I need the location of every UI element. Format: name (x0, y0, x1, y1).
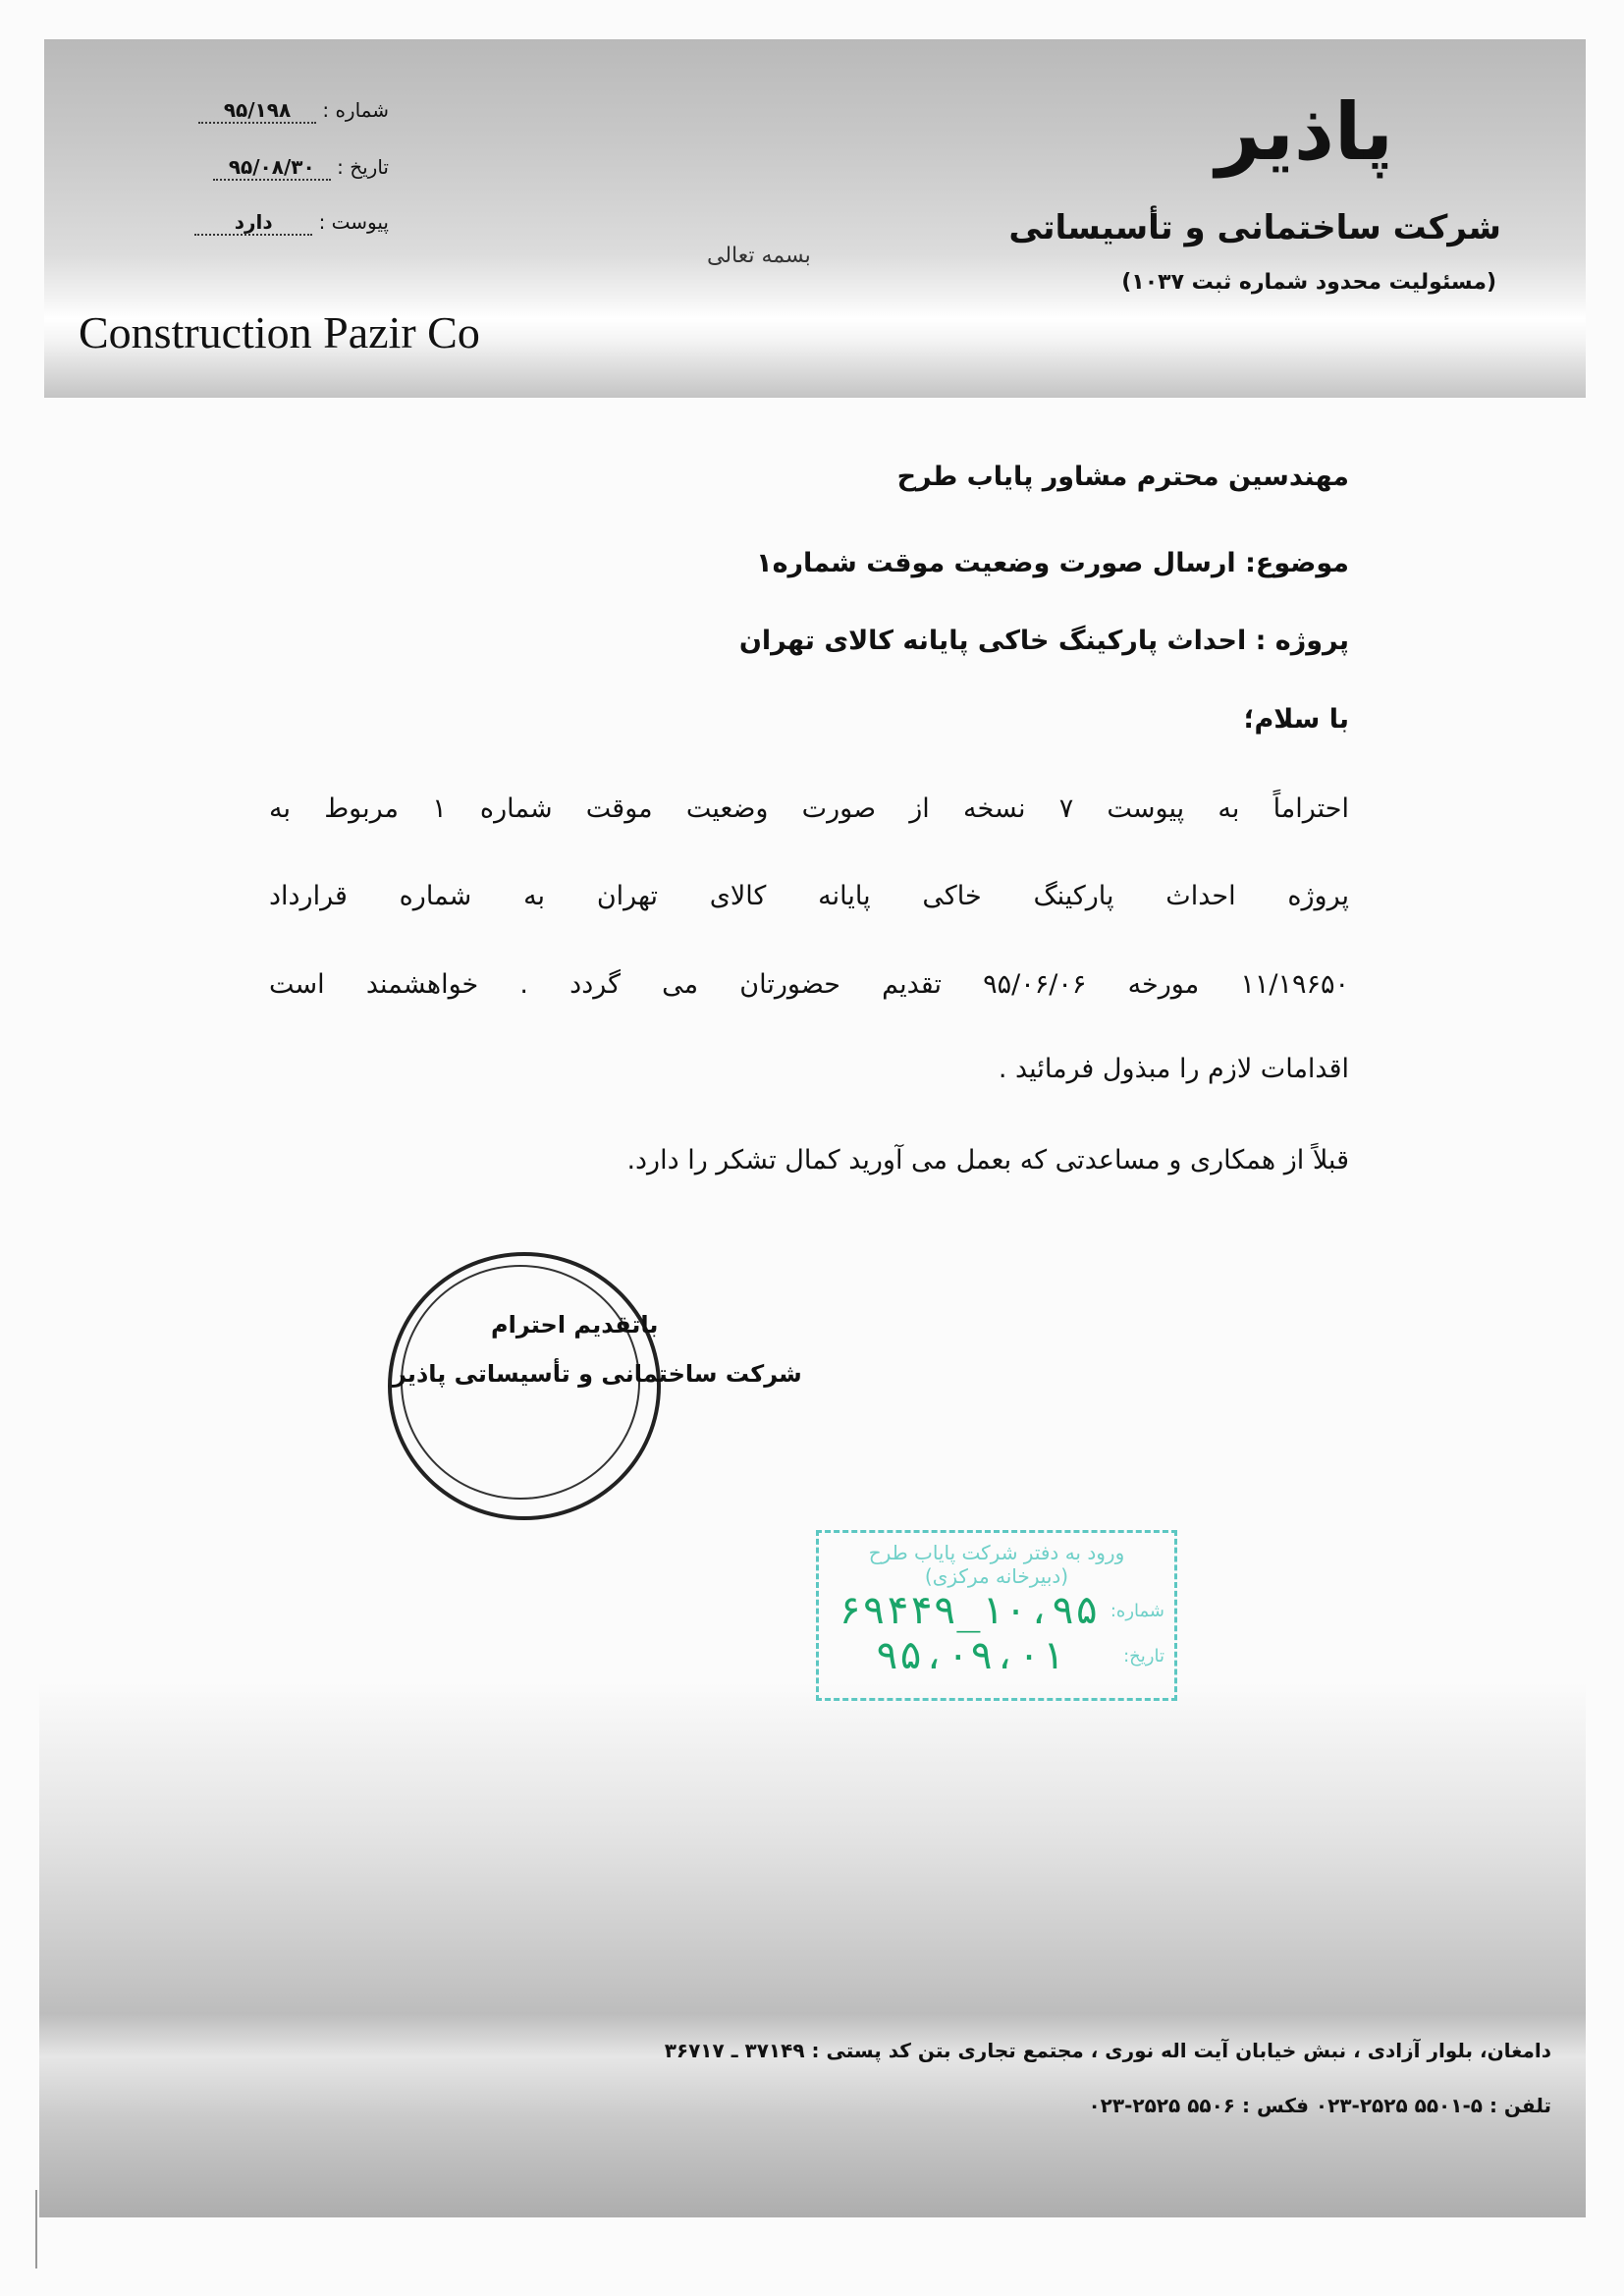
registration-info: (مسئولیت محدود شماره ثبت ۱۰۳۷) (1121, 270, 1496, 295)
stamp-date-value: ۹۵،۰۹،۰۱ (875, 1633, 1065, 1678)
stamp-number-value: ۱۰،۹۵_۶۹۴۴۹ (838, 1588, 1099, 1633)
stamp-number-label: شماره: (1110, 1600, 1164, 1621)
number-label: شماره : (322, 98, 389, 122)
date-value: ۹۵/۰۸/۳۰ (213, 155, 331, 181)
company-name: شرکت ساختمانی و تأسیساتی (1008, 208, 1501, 247)
number-value: ۹۵/۱۹۸ (198, 98, 316, 124)
attachment-value: دارد (194, 210, 312, 236)
footer-band (39, 1682, 1586, 2217)
scan-margin-line (35, 2190, 37, 2269)
attachment-label: پیوست : (318, 210, 389, 234)
recipient: مهندسین محترم مشاور پایاب طرح (896, 462, 1349, 492)
paragraph-line: احتراماً به پیوست ۷ نسخه از صورت وضعیت موقت شماره ۱ مربوط به (269, 793, 1349, 824)
greeting: با سلام؛ (1243, 704, 1349, 735)
stamp-subtitle: (دبیرخانه مرکزی) (924, 1564, 1069, 1588)
footer-address: دامغان، بلوار آزادی ، نبش خیابان آیت اله نوری ، مجتمع تجاری بتن کد پستی : ۳۷۱۴۹ ـ ۳۶۷۱۷ (664, 2039, 1551, 2062)
project: پروژه : احداث پارکینگ خاکی پایانه کالای تهران (738, 626, 1349, 656)
signature-line-1: باتقدیم احترام (491, 1311, 659, 1339)
letter-date (213, 155, 389, 181)
signature-line-2: شرکت ساختمانی و تأسیساتی پاذیر (393, 1360, 802, 1388)
paragraph-line: ۱۱/۱۹۶۵۰ مورخه ۹۵/۰۶/۰۶ تقدیم حضورتان می گردد . خواهشمند است (269, 969, 1350, 1000)
paragraph-line: اقدامات لازم را مبذول فرمائید . (998, 1054, 1349, 1084)
company-logo: پاذیر (1216, 86, 1393, 178)
english-company-name: Construction Pazir Co (79, 307, 480, 357)
bismillah: بسمه تعالی (707, 244, 811, 268)
stamp-title: ورود به دفتر شرکت پایاب طرح (868, 1541, 1125, 1564)
footer-phone: تلفن : ۵-۵۵۰۱ ۲۵۲۵-۰۲۳ فکس : ۵۵۰۶ ۲۵۲۵-۰۲۳ (1088, 2094, 1551, 2117)
thanks: قبلاً از همکاری و مساعدتی که بعمل می آورید کمال تشکر را دارد. (626, 1145, 1349, 1175)
paragraph-line: پروژه احداث پارکینگ خاکی پایانه کالای تهران به شماره قرارداد (269, 881, 1349, 911)
subject: موضوع: ارسال صورت وضعیت موقت شماره۱ (756, 548, 1349, 578)
date-label: تاریخ : (337, 155, 389, 179)
stamp-date-label: تاریخ: (1123, 1645, 1164, 1667)
reception-stamp (816, 1530, 1177, 1701)
letter-attachment (194, 210, 389, 236)
letter-number (198, 98, 389, 124)
